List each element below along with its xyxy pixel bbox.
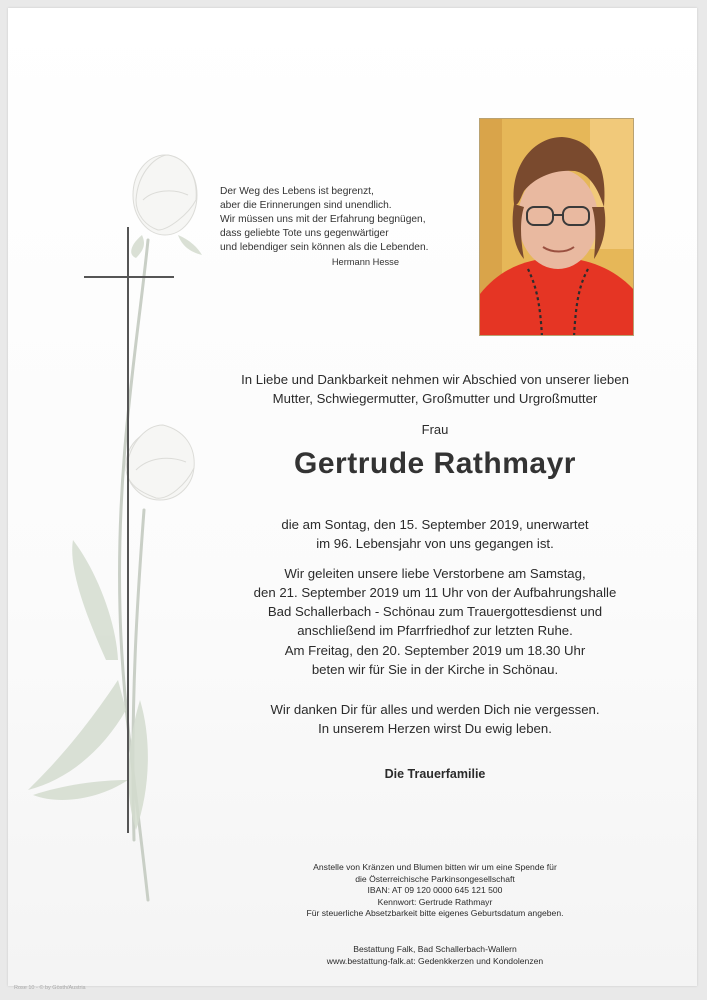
cross-vertical-bar (127, 227, 129, 833)
donation-line: die Österreichische Parkinsongesellschaft (355, 873, 515, 884)
quote-line: Der Weg des Lebens ist begrenzt, (220, 186, 374, 197)
undertaker-line: www.bestattung-falk.at: Gedenkkerzen und Kondolenzen (326, 955, 544, 966)
death-notice (200, 515, 670, 553)
white-rose-illustration (18, 140, 228, 910)
donation-note (200, 862, 670, 920)
donation-line: IBAN: AT 09 120 0000 645 121 500 (367, 885, 503, 896)
thanks-line: Wir danken Dir für alles und werden Dich nie vergessen. (270, 702, 600, 717)
funeral-line: Wir geleiten unsere liebe Verstorbene am Samstag, (284, 566, 586, 581)
quote-line: dass geliebte Tote uns gegenwärtiger (220, 228, 389, 239)
memorial-quote (220, 185, 465, 269)
thanks-message (200, 700, 670, 738)
farewell-intro (200, 370, 670, 408)
donation-line: Kennwort: Gertrude Rathmayr (377, 896, 493, 907)
salutation: Frau (421, 422, 449, 437)
funeral-line: anschließend im Pfarrfriedhof zur letzten Ruhe. (297, 623, 573, 638)
thanks-line: In unserem Herzen wirst Du ewig leben. (318, 721, 552, 736)
donation-line: Für steuerliche Absetzbarkeit bitte eigenes Geburtsdatum angeben. (306, 908, 564, 919)
undertaker-info (200, 944, 670, 967)
quote-line: Wir müssen uns mit der Erfahrung begnügen, (220, 214, 426, 225)
rosary-line: beten wir für Sie in der Kirche in Schönau. (311, 662, 559, 677)
prayer-service (200, 641, 670, 679)
quote-line: und lebendiger sein können als die Lebenden. (220, 242, 429, 253)
funeral-line: Bad Schallerbach - Schönau zum Trauergottesdienst und (267, 604, 603, 619)
death-line: die am Sontag, den 15. September 2019, unerwartet (281, 517, 589, 532)
image-credit: Rose 10 - © by Gösth/Austria (14, 985, 86, 991)
donation-line: Anstelle von Kränzen und Blumen bitten wir um eine Spende für (313, 862, 557, 872)
portrait-photo (479, 118, 634, 336)
funeral-details (200, 564, 670, 640)
deceased-name: Gertrude Rathmayr (294, 447, 576, 480)
cross-horizontal-bar (84, 276, 174, 278)
family-signature: Die Trauerfamilie (384, 767, 486, 781)
death-line: im 96. Lebensjahr von uns gegangen ist. (316, 536, 554, 551)
rosary-line: Am Freitag, den 20. September 2019 um 18.30 Uhr (284, 643, 586, 658)
undertaker-line: Bestattung Falk, Bad Schallerbach-Wallern (353, 944, 517, 954)
quote-line: aber die Erinnerungen sind unendlich. (220, 200, 392, 211)
funeral-line: den 21. September 2019 um 11 Uhr von der Aufbahrungshalle (253, 585, 617, 600)
quote-author: Hermann Hesse (331, 257, 399, 267)
intro-line: Mutter, Schwiegermutter, Großmutter und Urgroßmutter (272, 391, 598, 406)
intro-line: In Liebe und Dankbarkeit nehmen wir Abschied von unserer lieben (241, 372, 629, 387)
